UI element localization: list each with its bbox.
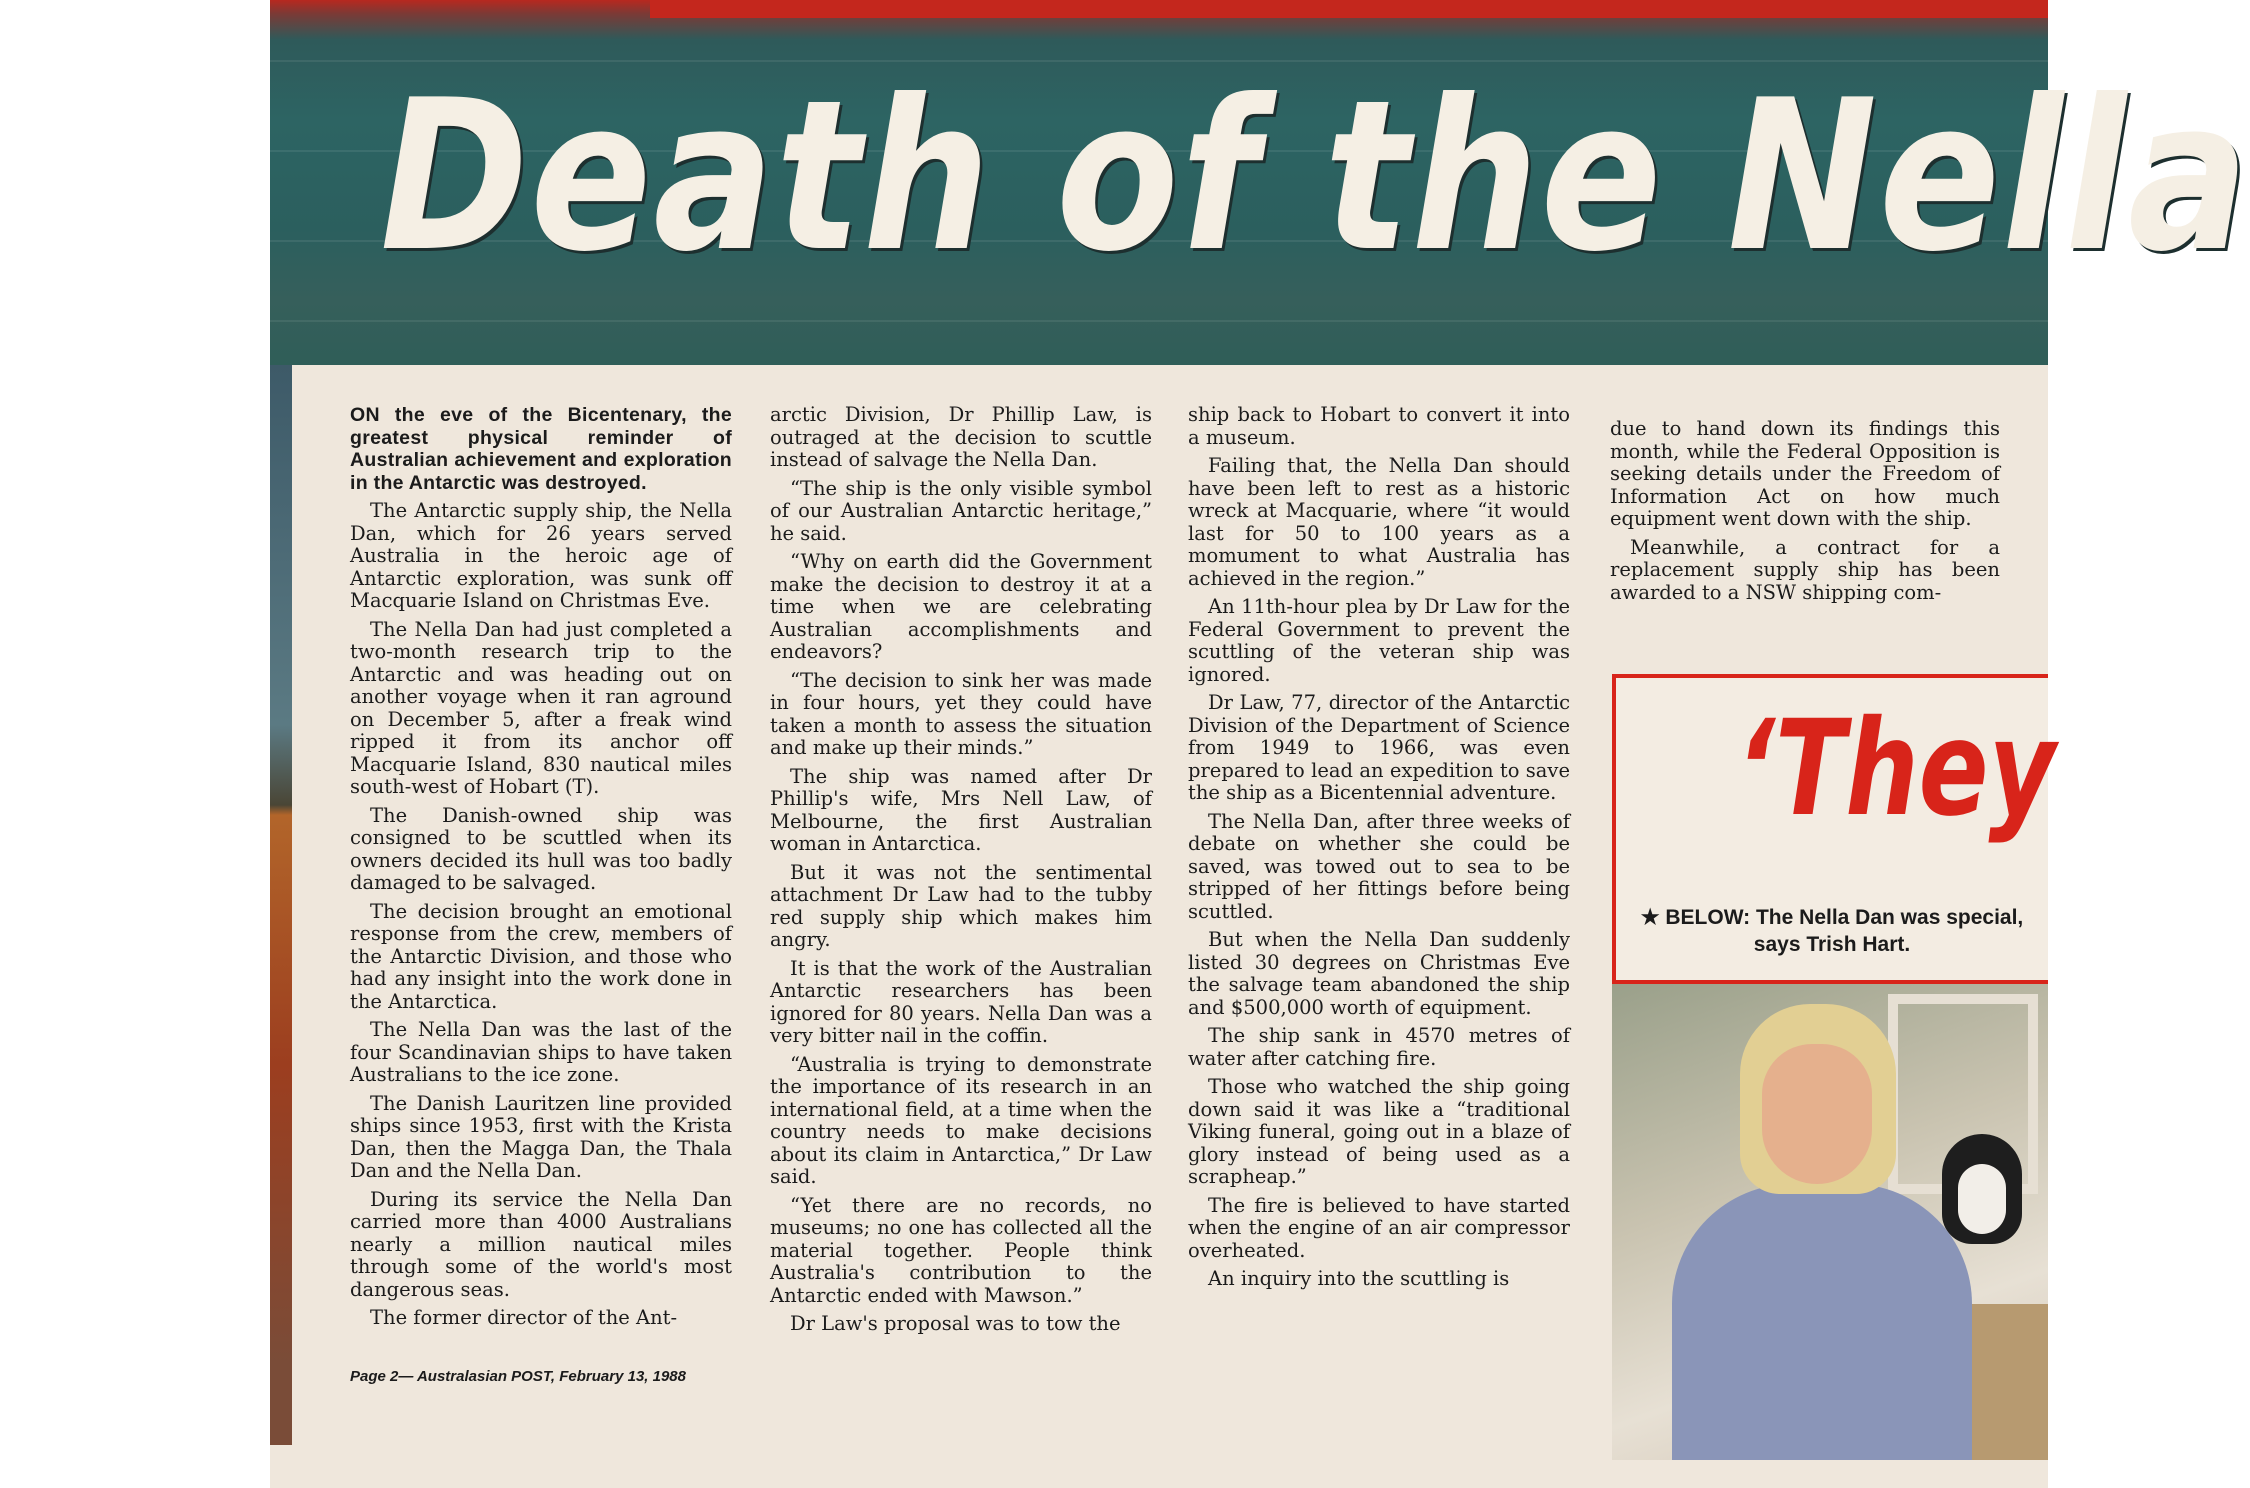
newspaper-page — [270, 0, 2250, 1488]
article-column-4 — [1610, 418, 2000, 604]
page-folio: Page 2— Australasian POST, February 13, 1988 — [350, 1368, 686, 1385]
sidebar-headline: ‘They — [1736, 692, 2056, 846]
body-paragraph: An 11th-hour plea by Dr Law for the Federal Government to prevent the scuttling of the veteran ship was ignored. — [1188, 595, 1570, 686]
article-column-3 — [1188, 404, 1570, 1291]
body-paragraph: Those who watched the ship going down said it was like a “traditional Viking funeral, going out in a blaze of glory instead of being used as a scrapheap.” — [1188, 1075, 1570, 1188]
body-paragraph: “The decision to sink her was made in four hours, yet they could have taken a month to assess the situation and make up their minds.” — [770, 668, 1152, 759]
body-paragraph: “The ship is the only visible symbol of our Australian Antarctic heritage,” he said. — [770, 476, 1152, 545]
continued-paragraph: arctic Division, Dr Phillip Law, is outraged at the decision to scuttle instead of salvage the Nella Dan. — [770, 403, 1152, 471]
body-paragraph: Failing that, the Nella Dan should have been left to rest as a historic wreck at Macquarie, where “it would last for 50 to 100 years as a momument to what Australia has achieved in the region.” — [1188, 454, 1570, 590]
body-paragraph: The ship sank in 4570 metres of water after catching fire. — [1188, 1024, 1570, 1070]
ship-hull-image — [650, 0, 2048, 18]
body-paragraph: Dr Law, 77, director of the Antarctic Division of the Department of Science from 1949 to 1966, was even prepared to lead an expedition to save the ship as a Bicentennial adventure. — [1188, 691, 1570, 804]
sea-photo-banner — [270, 0, 2250, 365]
penguin-belly — [1958, 1164, 2006, 1234]
portrait-photo — [1612, 984, 2048, 1460]
sidebar-caption: ★ BELOW: The Nella Dan was special, says Trish Hart. — [1640, 906, 2024, 956]
headline: Death of the Nella — [380, 56, 2250, 298]
body-paragraph: “Yet there are no records, no museums; no one has collected all the material together. People think Australia's contribution to the Antarctic ended with Mawson.” — [770, 1193, 1152, 1307]
body-paragraph: The Danish-owned ship was consigned to be scuttled when its owners decided its hull was too badly damaged to be salvaged. — [350, 803, 732, 894]
body-paragraph: The fire is believed to have started when the engine of an air compressor overheated. — [1188, 1193, 1570, 1262]
wave-line — [270, 320, 2048, 322]
body-paragraph: Dr Law's proposal was to tow the — [790, 1312, 1121, 1335]
body-paragraph: Meanwhile, a contract for a replacement supply ship has been awarded to a NSW shipping com- — [1610, 535, 2000, 604]
body-paragraph: The Danish Lauritzen line provided ships since 1953, first with the Krista Dan, then the Magga Dan, the Thala Dan and the Nella Dan. — [350, 1091, 732, 1182]
body-paragraph: The former director of the Ant- — [370, 1306, 678, 1329]
article-column-2 — [770, 404, 1152, 1336]
continued-paragraph: ship back to Hobart to convert it into a museum. — [1188, 403, 1570, 449]
body-paragraph: An inquiry into the scuttling is — [1208, 1267, 1510, 1290]
body-paragraph: The Antarctic supply ship, the Nella Dan, which for 26 years served Australia in the heroic age of Antarctic exploration, was sunk off Macquarie Island on Christmas Eve. — [350, 499, 732, 612]
intro-paragraph: ON the eve of the Bicentenary, the greatest physical reminder of Australian achievement and exploration in the Antarctic was destroyed. — [350, 404, 732, 494]
body-paragraph: “Why on earth did the Government make the decision to destroy it at a time when we are celebrating Australian accomplishments and endeavors? — [770, 550, 1152, 663]
body-paragraph: During its service the Nella Dan carried more than 4000 Australians nearly a million nautical miles through some of the world's most dangerous seas. — [350, 1187, 732, 1301]
body-paragraph: But when the Nella Dan suddenly listed 30 degrees on Christmas Eve the salvage team abandoned the ship and $500,000 worth of equipment. — [1188, 928, 1570, 1019]
woman-face — [1762, 1044, 1872, 1184]
woman-shirt — [1672, 1184, 1972, 1460]
body-paragraph: The Nella Dan, after three weeks of debate on whether she could be saved, was towed out to sea to be stripped of her fittings before being scuttled. — [1188, 809, 1570, 923]
left-photo-strip — [270, 365, 292, 1445]
body-paragraph: The ship was named after Dr Phillip's wife, Mrs Nell Law, of Melbourne, the first Australian woman in Antarctica. — [770, 764, 1152, 855]
body-paragraph: It is that the work of the Australian Antarctic researchers has been ignored for 80 years. Nella Dan was a very bitter nail in the coffin. — [770, 956, 1152, 1047]
scan-margin — [0, 0, 270, 1488]
body-paragraph: “Australia is trying to demonstrate the importance of its research in an international field, at a time when the country needs to make decisions about its claim in Antarctica,” Dr Law said. — [770, 1052, 1152, 1188]
article-column-1 — [350, 404, 732, 1330]
body-paragraph: But it was not the sentimental attachment Dr Law had to the tubby red supply ship which makes him angry. — [770, 860, 1152, 951]
body-paragraph: The decision brought an emotional response from the crew, members of the Antarctic Division, and those who had any insight into the work done in the Antarctica. — [350, 899, 732, 1013]
body-paragraph: The Nella Dan was the last of the four Scandinavian ships to have taken Australians to the ice zone. — [350, 1018, 732, 1086]
continued-paragraph: due to hand down its findings this month, while the Federal Opposition is seeking details under the Freedom of Information Act on how much equipment went down with the ship. — [1610, 417, 2000, 530]
body-paragraph: The Nella Dan had just completed a two-month research trip to the Antarctic and was heading out on another voyage when it ran aground on December 5, after a freak wind ripped it from its anchor off Macquarie Island, 830 nautical miles south-west of Hobart (T). — [350, 617, 732, 798]
